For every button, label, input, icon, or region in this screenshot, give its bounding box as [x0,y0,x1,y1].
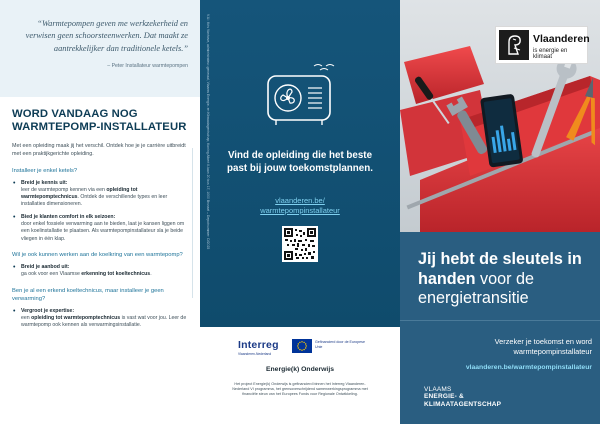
quote-box [0,0,200,97]
vertical-caption [204,14,212,314]
bullet-3 [12,264,190,279]
vlaanderen-lion-logo [499,30,529,60]
interreg-logo [238,339,288,356]
right-divider [400,320,600,321]
divider-line [192,148,193,298]
headline-bold: Jij hebt de sleutels in handen [418,250,582,288]
bullet-text: is vast wat voor jou. Leer de warmtepomp ook kennen als verwarmingsinstallatie. [21,314,187,329]
middle-heading: Vind de opleiding die het beste past bij jouw toekomstplannen. [227,150,373,174]
qr-code[interactable] [282,226,318,262]
logo-subtitle: is energie en klimaat [533,48,568,60]
bullet-2 [12,214,190,243]
bullet-text: door enkel fossiele verwarming aan te bieden, laat je kansen liggen om een koelinstallatie te plaatsen. Als warmtepompinstallateur sla je beide vliegen in één klap. [21,221,185,242]
left-panel [0,0,200,424]
eu-flag [292,339,312,353]
bullet-strong: erkenning tot koeltechnicus [81,271,151,278]
lion-icon [499,30,529,60]
agency-line-3: KLIMAATAGENTSCHAP [424,400,502,408]
middle-top-block [200,0,400,327]
left-body [12,108,190,329]
middle-panel [200,0,400,424]
bullet-1 [12,180,190,209]
bullet-title: • Bied je klanten comfort in elk seizoen: [21,213,116,220]
bullet-strong: opleiding tot warmtepomptechnicus [21,186,138,201]
call-to-action: Verzeker je toekomst en word warmtepompinstallateur [494,337,592,357]
vertical-caption-text: V.U.: Kris Vanhove, administrateur-generaal, Vlaams Energie- en Klimaatagentschap, Koning Albert II-laan 20 bus 17, 1000 Brussel – Depotnummer: D/2025 [206,14,210,250]
vlaanderen-logo [495,26,588,64]
question-2: Wil je ook kunnen werken aan de koelkring van een warmtepomp? [12,251,183,258]
headline-light: voor de energietransitie [418,269,535,307]
bullet-title: • Breid je aanbod uit: [21,263,70,270]
website-link[interactable]: vlaanderen.be/warmtepompinstallateur [465,364,592,371]
interreg-sub: Vlaanderen-Nederland [238,352,272,356]
link-line-2: warmtepompinstallateur [260,206,340,215]
agency-name [424,386,544,408]
bullet-title: • Vergroot je expertise: [21,307,75,314]
bullet-text: . Ontdek de verschillende types en leer installaties dimensioneren. [21,194,168,208]
testimonial-quote: “Warmtepompen geven me werkzekerheid en verwisen geen schoorsteenwerken. Dat maakt ze aantrekkelijker dan traditionele ketels.” [25,19,188,53]
heat-pump-icon [262,62,344,132]
bullet-strong: opleiding tot warmtepomptechnicus [31,314,121,321]
qr-pattern [284,228,316,260]
right-panel [400,0,600,424]
bullet-text: ga ook voor een Vlaamse [21,271,82,278]
eu-funding-text: Gefinancierd door de Europese Unie [315,340,365,349]
project-description: Het project Energie(k) Onderwijs is gefinancierd binnen het Interreg Vlaanderen-Nederland VI programma, het grensoverschrijdend samenwerkingsprogramma met financiële steun van het Europees Fonds voor Regionale Ontwikkeling. [232,382,368,396]
interreg-name: Interreg [238,339,279,351]
agency-line-2: ENERGIE- & [424,393,464,401]
link-line-1: vlaanderen.be/ [275,196,325,205]
project-name: Energie(k) Onderwijs [266,366,334,373]
quote-author: – Peter Installateur warmtepompen [107,63,188,70]
bullet-text: . [150,271,152,278]
question-3: Ben je al een erkend koeltechnicus, maar installeer je geen verwarming? [12,287,164,302]
bullet-4 [12,308,190,330]
left-title: WORD VANDAAG NOG WARMTEPOMP-INSTALLATEUR [12,108,187,134]
training-link[interactable] [220,196,380,216]
question-1: Installeer je enkel ketels? [12,167,78,174]
bullet-title: • Breid je kennis uit: [21,179,68,186]
logo-name: Vlaanderen [533,33,590,45]
middle-bottom-block [200,327,400,424]
main-headline [418,250,593,309]
bullet-text: leer de warmtepomp kennen via een [21,186,107,193]
left-intro: Met een opleiding maak jij het verschil. Ontdek hoe je je carrière uitbreidt met een praktijkgerichte opleiding. [12,143,186,157]
agency-line-1: VLAAMS [424,386,452,393]
bullet-text: een [21,314,32,321]
